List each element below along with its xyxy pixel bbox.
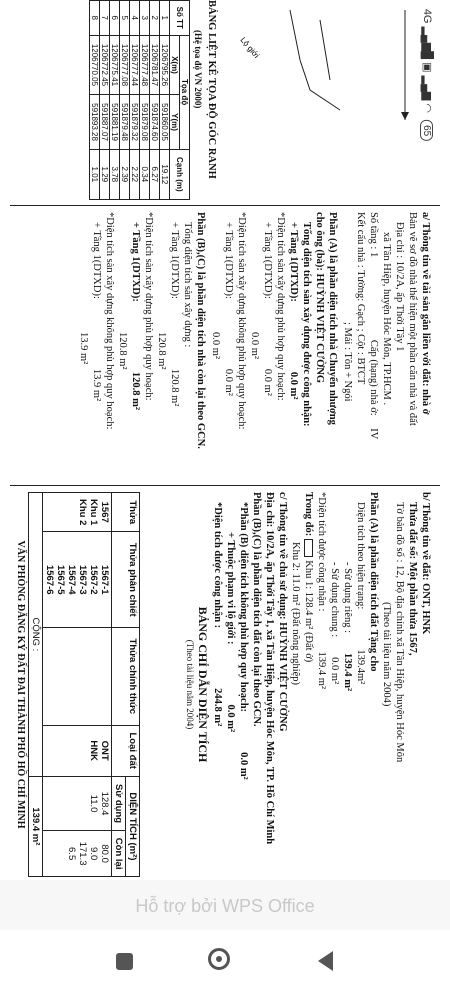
cell-stt: 3 (140, 1, 150, 36)
table-row (160, 1, 170, 200)
rotated-document[interactable] (10, 0, 440, 880)
grade-label: Cấp (hạng) nhà ở: (368, 339, 379, 416)
android-nav-bar (0, 930, 450, 1000)
private-area-label: - Sử dụng riêng : (342, 562, 353, 634)
part-a-noplan-label: *Diện tích sàn xây dựng không phù hợp quy hoạch: (236, 212, 247, 430)
divider (10, 205, 440, 206)
road-value: 0.0 m² (225, 704, 236, 733)
cell-y: 591879.48 (120, 95, 130, 149)
cell-stt: 1 (160, 1, 170, 36)
area-header-remaining: Còn lại (112, 831, 126, 877)
cell-x: 1206795.26 (160, 35, 170, 95)
table-row (90, 1, 100, 200)
part-bc-total-label: Tổng diện tích sàn xây dựng : (182, 222, 193, 348)
current-area-label: Diện tích theo hiện trạng: (355, 502, 366, 610)
road-label: + Thuộc phạm vi lộ giới : (225, 532, 236, 645)
cell-edge: 2.22 (130, 149, 140, 199)
wps-banner (0, 880, 450, 930)
bc-recognized-value: 244.8 m² (212, 688, 223, 727)
current-area-value: 139.4m² (355, 649, 366, 685)
cell-stt: 2 (150, 1, 160, 36)
part-bc-floor-label: + Tầng 1(DTXD): (169, 222, 180, 299)
table-row (120, 1, 130, 200)
north-arrow-icon (401, 112, 409, 120)
area-header-split: Thửa phân chiết (112, 532, 140, 628)
cell-stt: 5 (120, 1, 130, 36)
cell-y: 591881.19 (110, 95, 120, 149)
private-area-value: 139.4 m² (342, 653, 353, 692)
network-label: 4G (421, 8, 433, 24)
part-a-total: Tổng diện tích sàn xây dựng được công nhận: (301, 222, 312, 427)
cell-used: 128.4 11.0 (43, 776, 112, 830)
area-header-parcel: Thửa (112, 493, 140, 532)
cell-parcel: 1567 Khu 1 Khu 2 (43, 493, 112, 532)
cell-y: 591893.28 (90, 95, 100, 149)
part-bc-noplan-floor-label: + Tầng 1(DTXD): (91, 222, 102, 299)
table-row (130, 1, 140, 200)
part-bc-noplan-total: 13.9 m² (78, 332, 89, 365)
cell-edge: 2.39 (120, 149, 130, 199)
coord-header-group: Tọa độ (180, 35, 190, 149)
table-row (100, 1, 110, 200)
sketch-edge (320, 20, 330, 80)
cell-official (43, 628, 112, 725)
cell-edge: 1.01 (90, 149, 100, 199)
total-label: CỘNG : (29, 493, 43, 777)
roof-line: ; Mái : Tôn + Ngói (342, 322, 353, 402)
part-a-noplan-total: 0.0 m² (210, 332, 221, 360)
cell-x: 1206775.41 (110, 35, 120, 95)
cell-y: 591887.07 (100, 95, 110, 149)
parcel-sketch (225, 0, 440, 200)
grade-value: IV (368, 428, 379, 440)
cell-stt: 7 (100, 1, 110, 36)
coord-table-subtitle: (Hệ tọa độ VN 2000) (193, 30, 203, 109)
cell-edge: 19.12 (160, 149, 170, 199)
shared-area-value: 0.0 m² (329, 657, 340, 685)
office-footer: VĂN PHÒNG ĐĂNG KÝ ĐẤT ĐAI THÀNH PHỐ HỒ CHÍ MINH (15, 540, 26, 829)
table-row (140, 1, 150, 200)
area-header-official: Thửa chính thức (112, 628, 140, 725)
section-a-heading: a/ Thông tin về tài sản gắn liền với đất: nhà ở (420, 212, 431, 415)
part-bc-floor-value: 120.8 m² (169, 368, 180, 407)
cell-edge: 1.29 (100, 149, 110, 199)
section-b (183, 492, 432, 877)
area-table-subtitle: (Theo tài liệu năm 2004) (185, 639, 195, 730)
cell-x: 1206781.47 (150, 35, 160, 95)
part-a-title: Phần (A) là phần diện tích nhà Chuyển nhượng (327, 212, 338, 425)
coord-header-x: X(m) (170, 35, 180, 95)
table-row-total (29, 493, 43, 877)
recognized-area-label: *Diện tích được công nhận : (316, 492, 327, 612)
parcel-line: Thửa đất số: Một phần thửa 1567, (407, 502, 418, 656)
area-header-area: DIỆN TÍCH (m²) (126, 776, 140, 876)
section-a (77, 212, 432, 482)
divider (10, 485, 440, 486)
sketch-boundary (290, 10, 340, 110)
cell-remaining: 80.0 9.0 171.3 6.5 (43, 831, 112, 877)
part-a-noplan-floor-value: 0.0 m² (223, 368, 234, 396)
part-a-plan-total: 0.0 m² (249, 332, 260, 360)
part-bc-plan-total: 120.8 m² (117, 332, 128, 370)
part-bc-noplan-label: *Diện tích sàn xây dựng không phù hợp quy hoạch: (104, 212, 115, 430)
battery-icon: 65 (420, 120, 433, 141)
recents-icon[interactable] (116, 953, 133, 970)
cell-x: 1206777.48 (140, 35, 150, 95)
part-a-plan-floor-label: + Tầng 1(DTXD): (262, 222, 273, 299)
part-a-plan-floor-value: 0.0 m² (262, 368, 273, 396)
part-a-plan-label: *Diện tích sàn xây dựng phù hợp quy hoạch: (275, 212, 286, 401)
cell-edge: 6.27 (150, 149, 160, 199)
cell-x: 1206770.05 (90, 35, 100, 95)
recognized-area-value: 139.4 m² (316, 651, 327, 690)
structure-line: Kết cấu nhà : Tường: Gạch ; Cột : BTCT (355, 212, 366, 385)
cell-y: 591879.08 (140, 95, 150, 149)
table-row (150, 1, 160, 200)
section-a-line: Bản vẽ sơ đồ nhà thể hiện một phần căn nhà và đất (407, 212, 418, 426)
wps-banner-text: Hỗ trợ bởi WPS Office (135, 896, 315, 916)
section-a-address: Địa chỉ : 10/2A, ấp Thới Tây 1 (394, 222, 405, 352)
table-row (43, 493, 112, 877)
area-table (28, 492, 140, 877)
cell-landtype: ONT HNK (43, 725, 112, 776)
road-boundary-label: Lộ giới (238, 35, 262, 60)
cell-split: 1567-1 1567-2 1567-3 1567-4 1567-5 1567-6 (43, 532, 112, 628)
zone-1: Khu 1: 128.4 m² (Đất ở) (303, 560, 314, 663)
source-year: (Theo tài liệu năm 2004) (381, 602, 392, 707)
area-header-used: Sử dụng (112, 776, 126, 830)
cell-edge: 3.78 (110, 149, 120, 199)
owner-address: Địa chỉ: 10/2A, ấp Thới Tây 1, xã Tân Hiệp, huyện Hóc Môn, TP. Hồ Chí Minh (264, 492, 275, 845)
cell-y: 591879.32 (130, 95, 140, 149)
part-bc-title: Phần (B),(C) là phần diện tích nhà còn lại theo GCN. (195, 212, 206, 449)
total-value: 139.4 m² (29, 776, 43, 876)
section-b-heading: b/ Thông tin về đất: ONT, HNK (420, 492, 431, 635)
section-b-part-a: Phần (A) là phần diện tích đất Tặng cho (368, 492, 379, 672)
cell-y: 591874.60 (150, 95, 160, 149)
zone-2: Khu 2: 11.0 m² (Đất nông nghiệp) (290, 542, 301, 686)
lte-icon: ▣ (421, 62, 433, 73)
part-bc-plan-floor-label: + Tầng 1(DTXD): (130, 222, 141, 302)
coord-table (89, 0, 190, 200)
coord-header-edge: Cạnh (m) (170, 149, 190, 199)
coord-header-stt: Số TT (170, 1, 190, 36)
cell-stt: 6 (110, 1, 120, 36)
cell-x: 1206772.45 (100, 35, 110, 95)
part-a-owner: cho ông (bà): HUỲNH VIỆT CƯỜNG (314, 212, 325, 384)
cell-stt: 4 (130, 1, 140, 36)
shared-area-label: - Sử dụng chung : (329, 562, 340, 638)
noplan-label: *Phần (B) diện tích không phù hợp quy hoạch: (238, 502, 249, 713)
signal-icon: ▂▄▆█ (421, 26, 433, 60)
bc-recognized-label: *Diện tích được công nhận : (212, 502, 223, 629)
back-icon[interactable] (318, 951, 333, 971)
area-table-title: BẢNG CHỈ DẪN DIỆN TÍCH (196, 606, 210, 763)
map-sheet-line: Tờ bản đồ số : 12, Bộ địa chính xã Tân Hiệp, huyện Hóc Môn (394, 502, 405, 763)
wifi-icon: ◠ (421, 103, 433, 113)
zone-checkbox (304, 539, 313, 557)
cell-x: 1206777.08 (120, 35, 130, 95)
table-row (110, 1, 120, 200)
including-label: Trong đó: (303, 492, 314, 537)
section-b-part-bc: Phần (B),(C) là phần diện tích đất còn lại theo GCN. (251, 492, 262, 727)
cell-x: 1206777.44 (130, 35, 140, 95)
cell-stt: 8 (90, 1, 100, 36)
part-bc-plan-label: *Diện tích sàn xây dựng phù hợp quy hoạch: (143, 212, 154, 401)
noplan-value: 0.0 m² (238, 752, 249, 780)
area-header-landtype: Loại đất (112, 725, 140, 776)
part-a-noplan-floor-label: + Tầng 1(DTXD): (223, 222, 234, 299)
owner-line: c/ Thông tin về chủ sử dụng: HUỲNH VIỆT CƯỜNG (277, 492, 288, 732)
coord-header-y: Y(m) (170, 95, 180, 149)
part-a-floor-label: + Tầng 1(DTXD): (288, 222, 299, 302)
signal-icon-2: ▂▄▆ (421, 75, 433, 101)
part-bc-total-value: 120.8 m² (156, 332, 167, 370)
coord-table-title: BẢNG LIỆT KÊ TỌA ĐỘ GÓC RANH (206, 0, 217, 179)
cell-y: 591860.05 (160, 95, 170, 149)
part-a-floor-value: 0.0 m² (288, 371, 299, 400)
section-a-address-2: xã Tân Hiệp, huyện Hóc Môn, TP.HCM . (381, 232, 392, 406)
floors-label: Số tầng : 1 (368, 212, 379, 258)
part-bc-noplan-floor-value: 13.9 m² (91, 368, 102, 402)
home-icon[interactable] (208, 948, 230, 970)
part-bc-plan-floor-value: 120.8 m² (130, 371, 141, 411)
cell-edge: 0.34 (140, 149, 150, 199)
